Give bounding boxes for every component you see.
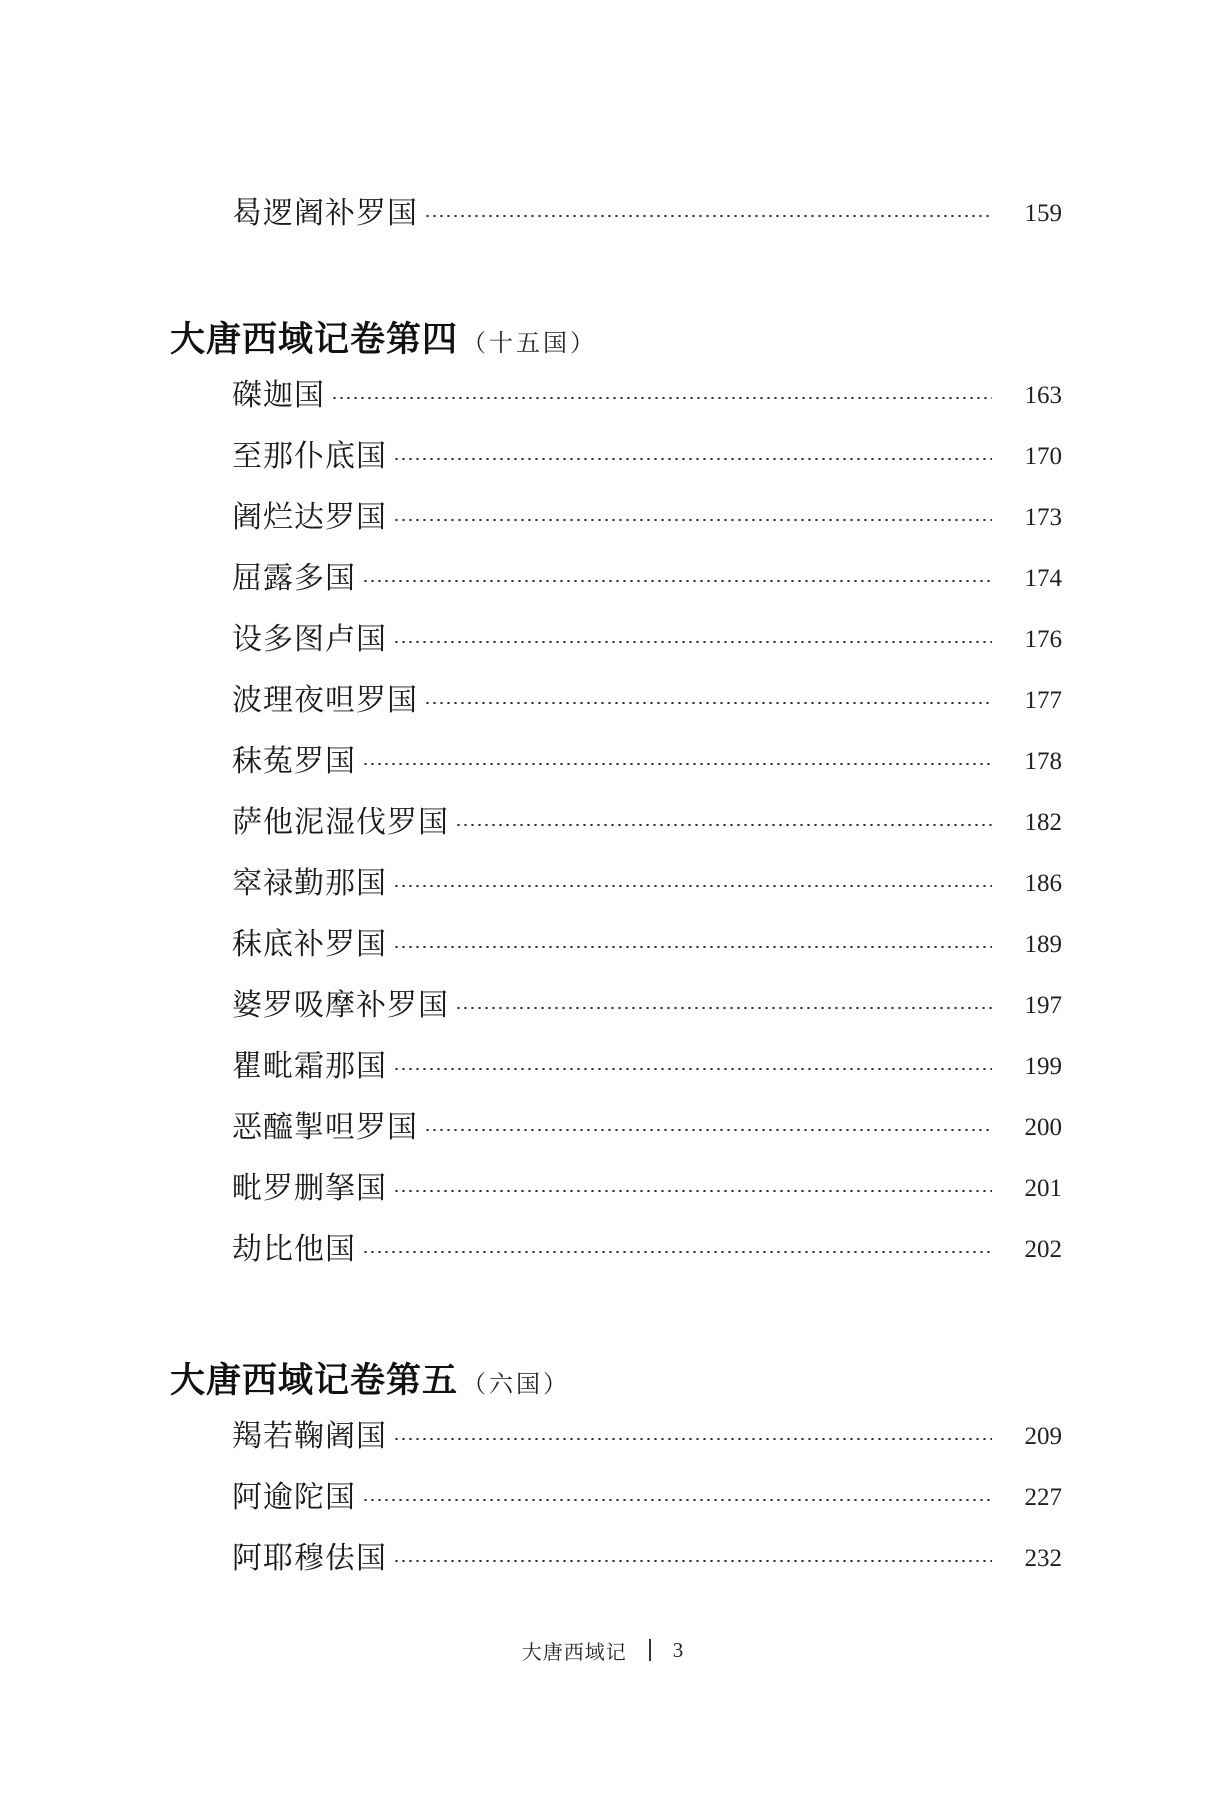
entry-page-number: 159 bbox=[1024, 200, 1062, 227]
dot-leader bbox=[393, 458, 992, 460]
section-heading bbox=[170, 1353, 570, 1403]
dot-leader bbox=[393, 1190, 992, 1192]
entry-page-number: 197 bbox=[1024, 992, 1062, 1019]
entry-page-number: 163 bbox=[1024, 382, 1062, 409]
dot-leader bbox=[455, 824, 992, 826]
dot-leader bbox=[393, 885, 992, 887]
toc-entry[interactable] bbox=[232, 618, 1062, 662]
entry-name: 毗罗删拏国 bbox=[232, 1171, 387, 1206]
entry-name: 阿耶穆佉国 bbox=[232, 1541, 387, 1576]
dot-leader bbox=[362, 1499, 992, 1501]
section-heading bbox=[170, 312, 597, 362]
toc-entry[interactable] bbox=[232, 801, 1062, 845]
dot-leader bbox=[362, 1251, 992, 1253]
section-title: 大唐西域记卷第四 bbox=[170, 319, 459, 360]
entry-page-number: 170 bbox=[1024, 443, 1062, 470]
dot-leader bbox=[393, 1438, 992, 1440]
dot-leader bbox=[393, 641, 992, 643]
toc-entry[interactable] bbox=[232, 1045, 1062, 1089]
entry-page-number: 173 bbox=[1024, 504, 1062, 531]
dot-leader bbox=[393, 1068, 992, 1070]
entry-page-number: 227 bbox=[1024, 1484, 1062, 1511]
dot-leader bbox=[393, 946, 992, 948]
dot-leader bbox=[393, 519, 992, 521]
entry-name: 屈露多国 bbox=[232, 561, 356, 596]
toc-entry[interactable] bbox=[232, 740, 1062, 784]
dot-leader bbox=[362, 763, 992, 765]
dot-leader bbox=[362, 580, 992, 582]
entry-name: 劫比他国 bbox=[232, 1232, 356, 1267]
footer-page-number: 3 bbox=[672, 1637, 684, 1662]
toc-entry[interactable] bbox=[232, 435, 1062, 479]
toc-entry[interactable] bbox=[232, 862, 1062, 906]
entry-name: 阇烂达罗国 bbox=[232, 500, 387, 535]
toc-entry[interactable] bbox=[232, 192, 1062, 236]
entry-page-number: 189 bbox=[1024, 931, 1062, 958]
entry-name: 至那仆底国 bbox=[232, 439, 387, 474]
toc-entry[interactable] bbox=[232, 1537, 1062, 1581]
toc-entry[interactable] bbox=[232, 1167, 1062, 1211]
entry-page-number: 209 bbox=[1024, 1423, 1062, 1450]
entry-name: 秣底补罗国 bbox=[232, 927, 387, 962]
dot-leader bbox=[424, 1129, 992, 1131]
page-footer bbox=[0, 1632, 1205, 1668]
footer-book-title: 大唐西域记 bbox=[521, 1639, 627, 1664]
toc-entry[interactable] bbox=[232, 1228, 1062, 1272]
dot-leader bbox=[455, 1007, 992, 1009]
entry-page-number: 178 bbox=[1024, 748, 1062, 775]
section-count: （六国） bbox=[462, 1370, 571, 1398]
entry-name: 羯若鞠阇国 bbox=[232, 1419, 387, 1454]
toc-entry[interactable] bbox=[232, 557, 1062, 601]
toc-entry[interactable] bbox=[232, 679, 1062, 723]
toc-entry[interactable] bbox=[232, 1476, 1062, 1520]
entry-page-number: 201 bbox=[1024, 1175, 1062, 1202]
entry-page-number: 176 bbox=[1024, 626, 1062, 653]
entry-name: 窣禄勤那国 bbox=[232, 866, 387, 901]
entry-name: 波理夜呾罗国 bbox=[232, 683, 418, 718]
toc-entry[interactable] bbox=[232, 984, 1062, 1028]
entry-page-number: 200 bbox=[1024, 1114, 1062, 1141]
dot-leader bbox=[424, 215, 992, 217]
footer-divider bbox=[649, 1639, 651, 1661]
entry-page-number: 177 bbox=[1024, 687, 1062, 714]
toc-entry[interactable] bbox=[232, 923, 1062, 967]
entry-name: 恶醯掣呾罗国 bbox=[232, 1110, 418, 1145]
entry-name: 萨他泥湿伐罗国 bbox=[232, 805, 449, 840]
toc-entry[interactable] bbox=[232, 1106, 1062, 1150]
entry-page-number: 182 bbox=[1024, 809, 1062, 836]
entry-name: 曷逻阇补罗国 bbox=[232, 196, 418, 231]
toc-entry[interactable] bbox=[232, 496, 1062, 540]
dot-leader bbox=[424, 702, 992, 704]
section-title: 大唐西域记卷第五 bbox=[170, 1360, 459, 1401]
section-count: （十五国） bbox=[462, 329, 598, 357]
entry-name: 婆罗吸摩补罗国 bbox=[232, 988, 449, 1023]
entry-name: 设多图卢国 bbox=[232, 622, 387, 657]
entry-page-number: 232 bbox=[1024, 1545, 1062, 1572]
entry-name: 磔迦国 bbox=[232, 378, 325, 413]
dot-leader bbox=[393, 1560, 992, 1562]
entry-page-number: 174 bbox=[1024, 565, 1062, 592]
entry-name: 阿逾陀国 bbox=[232, 1480, 356, 1515]
entry-page-number: 199 bbox=[1024, 1053, 1062, 1080]
entry-name: 瞿毗霜那国 bbox=[232, 1049, 387, 1084]
entry-page-number: 186 bbox=[1024, 870, 1062, 897]
toc-entry[interactable] bbox=[232, 374, 1062, 418]
entry-page-number: 202 bbox=[1024, 1236, 1062, 1263]
entry-name: 秣菟罗国 bbox=[232, 744, 356, 779]
toc-entry[interactable] bbox=[232, 1415, 1062, 1459]
dot-leader bbox=[331, 397, 992, 399]
